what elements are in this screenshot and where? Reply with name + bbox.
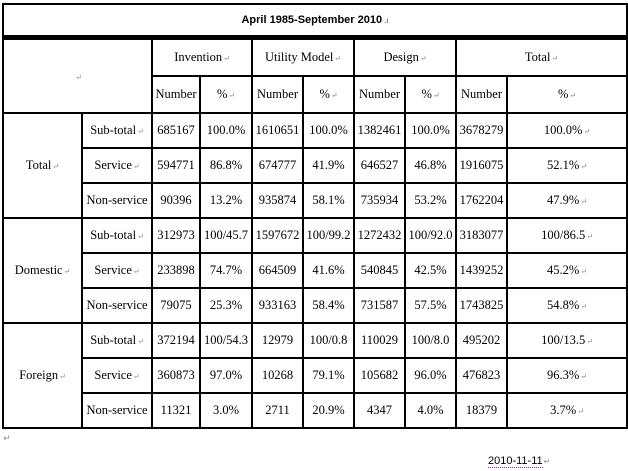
cell: 685167 bbox=[152, 113, 200, 148]
group-label-foreign: Foreign ↵ bbox=[3, 323, 82, 428]
cell: 1762204 bbox=[456, 183, 507, 218]
cell: 100.0% bbox=[405, 113, 456, 148]
subheader-number: Number bbox=[354, 76, 405, 113]
cell: 1916075 bbox=[456, 148, 507, 183]
header-design: Design ↵ bbox=[354, 38, 456, 77]
subheader-percent: % ↵ bbox=[405, 76, 456, 113]
cell: 41.9% bbox=[303, 148, 354, 183]
cell: 495202 bbox=[456, 323, 507, 358]
patent-statistics-table bbox=[2, 3, 628, 429]
cell: 100/99.2 bbox=[303, 218, 354, 253]
cell: 45.2% ↵ bbox=[507, 253, 627, 288]
cell: 100/45.7 bbox=[200, 218, 252, 253]
cell: 731587 bbox=[354, 288, 405, 323]
table-row bbox=[3, 253, 627, 288]
header-total: Total ↵ bbox=[456, 38, 627, 77]
row-label-sub-total: Sub-total ↵ bbox=[82, 113, 152, 148]
cell: 110029 bbox=[354, 323, 405, 358]
table-row bbox=[3, 113, 627, 148]
table-row bbox=[3, 288, 627, 323]
row-label-non-service: Non-service bbox=[82, 183, 152, 218]
cell: 100.0% bbox=[303, 113, 354, 148]
cell: 18379 bbox=[456, 393, 507, 428]
cell: 540845 bbox=[354, 253, 405, 288]
cell: 476823 bbox=[456, 358, 507, 393]
paragraph-mark-icon: ↵ bbox=[543, 457, 551, 466]
date-text: 2010-11-11 bbox=[488, 455, 543, 467]
cell: 100.0% bbox=[200, 113, 252, 148]
row-label-sub-total: Sub-total ↵ bbox=[82, 218, 152, 253]
cell: 53.2% bbox=[405, 183, 456, 218]
cell: 58.1% bbox=[303, 183, 354, 218]
cell: 100/54.3 bbox=[200, 323, 252, 358]
cell: 100/86.5 ↵ bbox=[507, 218, 627, 253]
cell: 3183077 bbox=[456, 218, 507, 253]
cell: 79075 bbox=[152, 288, 200, 323]
cell: 935874 bbox=[252, 183, 303, 218]
table-title: April 1985-September 2010 .ı bbox=[3, 4, 627, 38]
cell: 100/13.5 ↵ bbox=[507, 323, 627, 358]
cell: 372194 bbox=[152, 323, 200, 358]
cell: 20.9% bbox=[303, 393, 354, 428]
subheader-number: Number bbox=[252, 76, 303, 113]
cell: 25.3% bbox=[200, 288, 252, 323]
cell: 97.0% bbox=[200, 358, 252, 393]
cell: 41.6% bbox=[303, 253, 354, 288]
table-row bbox=[3, 148, 627, 183]
cell: 47.9% ↵ bbox=[507, 183, 627, 218]
header-corner: ↵ bbox=[3, 38, 152, 114]
cell: 100/8.0 bbox=[405, 323, 456, 358]
cell: 933163 bbox=[252, 288, 303, 323]
cell: 96.3% ↵ bbox=[507, 358, 627, 393]
cell: 58.4% bbox=[303, 288, 354, 323]
cell: 233898 bbox=[152, 253, 200, 288]
cell: 4347 bbox=[354, 393, 405, 428]
row-label-non-service: Non-service bbox=[82, 288, 152, 323]
cell: 100.0% ↵ bbox=[507, 113, 627, 148]
cell: 4.0% bbox=[405, 393, 456, 428]
cell: 360873 bbox=[152, 358, 200, 393]
cell: 594771 bbox=[152, 148, 200, 183]
cell: 52.1% ↵ bbox=[507, 148, 627, 183]
cell: 2711 bbox=[252, 393, 303, 428]
row-label-service: Service ↵ bbox=[82, 253, 152, 288]
subheader-number: Number bbox=[456, 76, 507, 113]
row-label-non-service: Non-service bbox=[82, 393, 152, 428]
cell: 96.0% bbox=[405, 358, 456, 393]
cell: 664509 bbox=[252, 253, 303, 288]
cell: 46.8% bbox=[405, 148, 456, 183]
subheader-number: Number bbox=[152, 76, 200, 113]
cell: 1382461 bbox=[354, 113, 405, 148]
cell: 57.5% bbox=[405, 288, 456, 323]
cell: 312973 bbox=[152, 218, 200, 253]
header-utility-model: Utility Model ↵ bbox=[252, 38, 354, 77]
paragraph-mark-icon: ↵ bbox=[3, 434, 11, 444]
cell: 674777 bbox=[252, 148, 303, 183]
cell: 3.7% ↵ bbox=[507, 393, 627, 428]
cell: 90396 bbox=[152, 183, 200, 218]
cell: 735934 bbox=[354, 183, 405, 218]
group-label-domestic: Domestic ↵ bbox=[3, 218, 82, 323]
cell: 42.5% bbox=[405, 253, 456, 288]
subheader-percent: % ↵ bbox=[507, 76, 627, 113]
cell: 1610651 bbox=[252, 113, 303, 148]
cell: 1743825 bbox=[456, 288, 507, 323]
cell: 105682 bbox=[354, 358, 405, 393]
cell: 10268 bbox=[252, 358, 303, 393]
table-row bbox=[3, 218, 627, 253]
cell: 100/0.8 bbox=[303, 323, 354, 358]
table-row bbox=[3, 183, 627, 218]
cell: 11321 bbox=[152, 393, 200, 428]
row-label-sub-total: Sub-total ↵ bbox=[82, 323, 152, 358]
table-row bbox=[3, 323, 627, 358]
cell: 100/92.0 bbox=[405, 218, 456, 253]
cell: 646527 bbox=[354, 148, 405, 183]
header-invention: Invention ↵ bbox=[152, 38, 252, 77]
cell: 74.7% bbox=[200, 253, 252, 288]
cell: 3678279 bbox=[456, 113, 507, 148]
cell: 1439252 bbox=[456, 253, 507, 288]
row-label-service: Service ↵ bbox=[82, 358, 152, 393]
cell: 54.8% ↵ bbox=[507, 288, 627, 323]
table-row bbox=[3, 358, 627, 393]
cell: 86.8% bbox=[200, 148, 252, 183]
cell: 79.1% bbox=[303, 358, 354, 393]
subheader-percent: % ↵ bbox=[200, 76, 252, 113]
cell: 1597672 bbox=[252, 218, 303, 253]
cell: 3.0% bbox=[200, 393, 252, 428]
document-date bbox=[488, 455, 550, 467]
cell: 13.2% bbox=[200, 183, 252, 218]
group-label-total: Total ↵ bbox=[3, 113, 82, 218]
row-label-service: Service ↵ bbox=[82, 148, 152, 183]
cell: 12979 bbox=[252, 323, 303, 358]
table-row bbox=[3, 393, 627, 428]
subheader-percent: % ↵ bbox=[303, 76, 354, 113]
cell: 1272432 bbox=[354, 218, 405, 253]
